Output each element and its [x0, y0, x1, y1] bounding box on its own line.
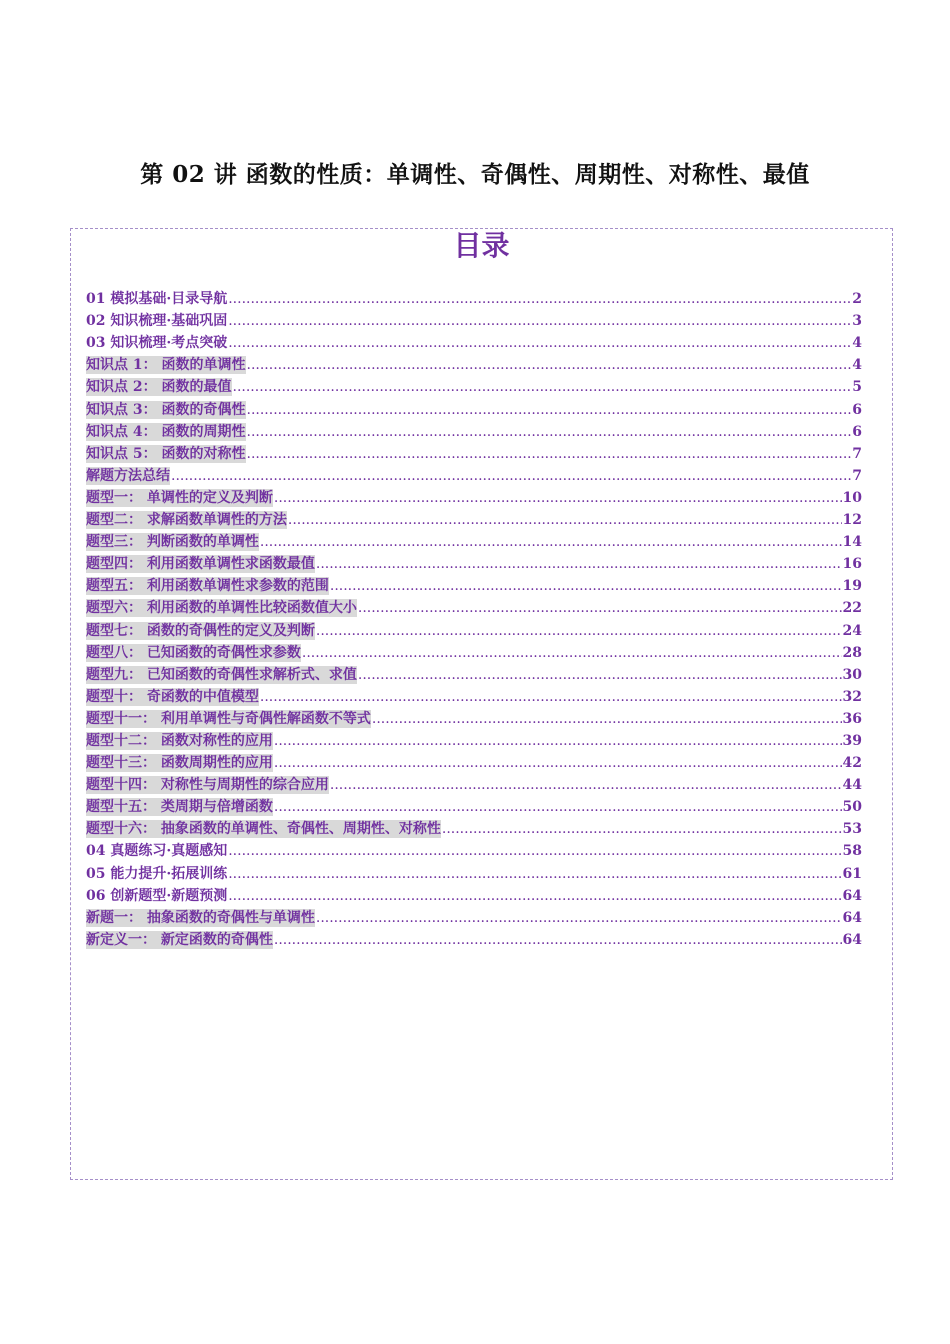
toc-entry-page: 30	[842, 666, 862, 683]
toc-entry-title: 题型十五： 类周期与倍增函数	[86, 799, 273, 816]
toc-entry[interactable]	[86, 330, 862, 352]
toc-entry-page: 3	[852, 313, 862, 330]
toc-dot-leader	[260, 688, 842, 706]
toc-entry[interactable]	[86, 286, 862, 308]
toc-entry-title: 题型八： 已知函数的奇偶性求参数	[86, 644, 301, 661]
toc-entry-page: 7	[852, 445, 862, 462]
toc-entry-title: 题型五： 利用函数单调性求参数的范围	[86, 578, 329, 595]
toc-dot-leader	[358, 599, 842, 617]
toc-list	[86, 286, 862, 949]
toc-entry-title: 06 创新题型·新题预测	[86, 887, 228, 904]
toc-entry[interactable]	[86, 860, 862, 882]
toc-entry[interactable]	[86, 816, 862, 838]
toc-entry-page: 44	[842, 777, 862, 794]
toc-dot-leader	[330, 577, 842, 595]
toc-entry-page: 10	[842, 489, 862, 506]
toc-entry[interactable]	[86, 595, 862, 617]
toc-entry[interactable]	[86, 396, 862, 418]
toc-entry-page: 2	[852, 291, 862, 308]
toc-entry-page: 22	[842, 600, 862, 617]
toc-entry-title: 03 知识梳理·考点突破	[86, 335, 228, 352]
toc-entry-page: 32	[842, 688, 862, 705]
toc-entry-title: 题型九： 已知函数的奇偶性求解析式、求值	[86, 666, 357, 683]
toc-dot-leader	[274, 798, 842, 816]
toc-dot-leader	[247, 445, 852, 463]
toc-dot-leader	[358, 666, 842, 684]
toc-entry-title: 题型十二： 函数对称性的应用	[86, 732, 273, 749]
toc-entry-page: 5	[852, 379, 862, 396]
toc-entry-title: 题型十一： 利用单调性与奇偶性解函数不等式	[86, 710, 371, 727]
document-title: 第 02 讲 函数的性质：单调性、奇偶性、周期性、对称性、最值	[140, 161, 810, 188]
toc-dot-leader	[316, 555, 842, 573]
toc-dot-leader	[274, 754, 842, 772]
toc-dot-leader	[228, 290, 851, 308]
toc-dot-leader	[228, 842, 841, 860]
toc-entry[interactable]	[86, 662, 862, 684]
toc-entry-page: 24	[842, 622, 862, 639]
toc-entry-page: 39	[842, 732, 862, 749]
toc-dot-leader	[171, 467, 851, 485]
toc-entry[interactable]	[86, 640, 862, 662]
toc-entry[interactable]	[86, 617, 862, 639]
toc-entry-title: 知识点 1： 函数的单调性	[86, 357, 246, 374]
table-of-contents	[70, 228, 893, 1180]
toc-dot-leader	[442, 820, 842, 838]
toc-entry-page: 42	[842, 755, 862, 772]
toc-entry[interactable]	[86, 441, 862, 463]
toc-entry[interactable]	[86, 883, 862, 905]
toc-entry-page: 4	[852, 335, 862, 352]
toc-entry-title: 题型十四： 对称性与周期性的综合应用	[86, 777, 329, 794]
toc-entry-title: 05 能力提升·拓展训练	[86, 865, 228, 882]
toc-heading: 目录	[453, 229, 510, 262]
toc-entry[interactable]	[86, 507, 862, 529]
toc-entry-title: 知识点 4： 函数的周期性	[86, 423, 246, 440]
toc-dot-leader	[274, 732, 842, 750]
toc-entry-page: 58	[842, 843, 862, 860]
toc-dot-leader	[228, 887, 841, 905]
toc-entry-page: 19	[842, 578, 862, 595]
toc-entry-page: 12	[842, 512, 862, 529]
toc-dot-leader	[372, 710, 842, 728]
toc-dot-leader	[316, 622, 842, 640]
toc-entry[interactable]	[86, 308, 862, 330]
toc-dot-leader	[260, 533, 842, 551]
toc-entry-title: 知识点 2： 函数的最值	[86, 379, 232, 396]
toc-dot-leader	[228, 312, 851, 330]
toc-entry-page: 64	[842, 887, 862, 904]
toc-entry-title: 题型三： 判断函数的单调性	[86, 534, 259, 551]
toc-entry[interactable]	[86, 927, 862, 949]
toc-entry-title: 解题方法总结	[86, 467, 170, 484]
toc-entry[interactable]	[86, 750, 862, 772]
toc-entry-title: 知识点 5： 函数的对称性	[86, 445, 246, 462]
toc-dot-leader	[233, 378, 852, 396]
toc-entry[interactable]	[86, 772, 862, 794]
toc-dot-leader	[247, 423, 852, 441]
toc-entry-title: 题型二： 求解函数单调性的方法	[86, 512, 287, 529]
toc-entry-page: 50	[842, 799, 862, 816]
toc-entry-page: 61	[842, 865, 862, 882]
toc-dot-leader	[316, 909, 842, 927]
toc-entry[interactable]	[86, 529, 862, 551]
toc-entry-page: 7	[852, 467, 862, 484]
toc-entry[interactable]	[86, 551, 862, 573]
toc-entry[interactable]	[86, 352, 862, 374]
toc-entry-page: 53	[842, 821, 862, 838]
toc-entry[interactable]	[86, 838, 862, 860]
toc-entry-page: 36	[842, 710, 862, 727]
toc-entry-page: 6	[852, 401, 862, 418]
toc-entry-title: 01 模拟基础·目录导航	[86, 291, 228, 308]
toc-dot-leader	[274, 931, 842, 949]
toc-entry[interactable]	[86, 794, 862, 816]
toc-dot-leader	[288, 511, 842, 529]
toc-dot-leader	[247, 356, 852, 374]
toc-entry-title: 新题一： 抽象函数的奇偶性与单调性	[86, 909, 315, 926]
toc-entry-page: 4	[852, 357, 862, 374]
toc-entry[interactable]	[86, 463, 862, 485]
toc-entry-title: 题型一： 单调性的定义及判断	[86, 489, 273, 506]
toc-entry[interactable]	[86, 374, 862, 396]
toc-entry[interactable]	[86, 573, 862, 595]
toc-entry-page: 6	[852, 423, 862, 440]
toc-entry-title: 04 真题练习·真题感知	[86, 843, 228, 860]
toc-entry[interactable]	[86, 485, 862, 507]
toc-entry-page: 64	[842, 931, 862, 948]
toc-entry-title: 题型六： 利用函数的单调性比较函数值大小	[86, 600, 357, 617]
toc-dot-leader	[247, 401, 852, 419]
toc-dot-leader	[302, 644, 842, 662]
toc-entry[interactable]	[86, 728, 862, 750]
toc-entry-page: 64	[842, 909, 862, 926]
toc-entry[interactable]	[86, 684, 862, 706]
toc-entry-page: 28	[842, 644, 862, 661]
toc-dot-leader	[274, 489, 842, 507]
toc-entry-page: 14	[842, 534, 862, 551]
toc-entry[interactable]	[86, 419, 862, 441]
toc-entry-title: 题型四： 利用函数单调性求函数最值	[86, 556, 315, 573]
toc-entry[interactable]	[86, 905, 862, 927]
toc-entry-page: 16	[842, 556, 862, 573]
toc-entry-title: 新定义一： 新定函数的奇偶性	[86, 931, 273, 948]
toc-entry-title: 题型十： 奇函数的中值模型	[86, 688, 259, 705]
toc-dot-leader	[228, 865, 841, 883]
toc-entry-title: 知识点 3： 函数的奇偶性	[86, 401, 246, 418]
toc-entry-title: 02 知识梳理·基础巩固	[86, 313, 228, 330]
toc-entry-title: 题型七： 函数的奇偶性的定义及判断	[86, 622, 315, 639]
toc-entry-title: 题型十三： 函数周期性的应用	[86, 755, 273, 772]
toc-entry-title: 题型十六： 抽象函数的单调性、奇偶性、周期性、对称性	[86, 821, 441, 838]
toc-entry[interactable]	[86, 706, 862, 728]
toc-dot-leader	[330, 776, 842, 794]
toc-dot-leader	[228, 334, 851, 352]
